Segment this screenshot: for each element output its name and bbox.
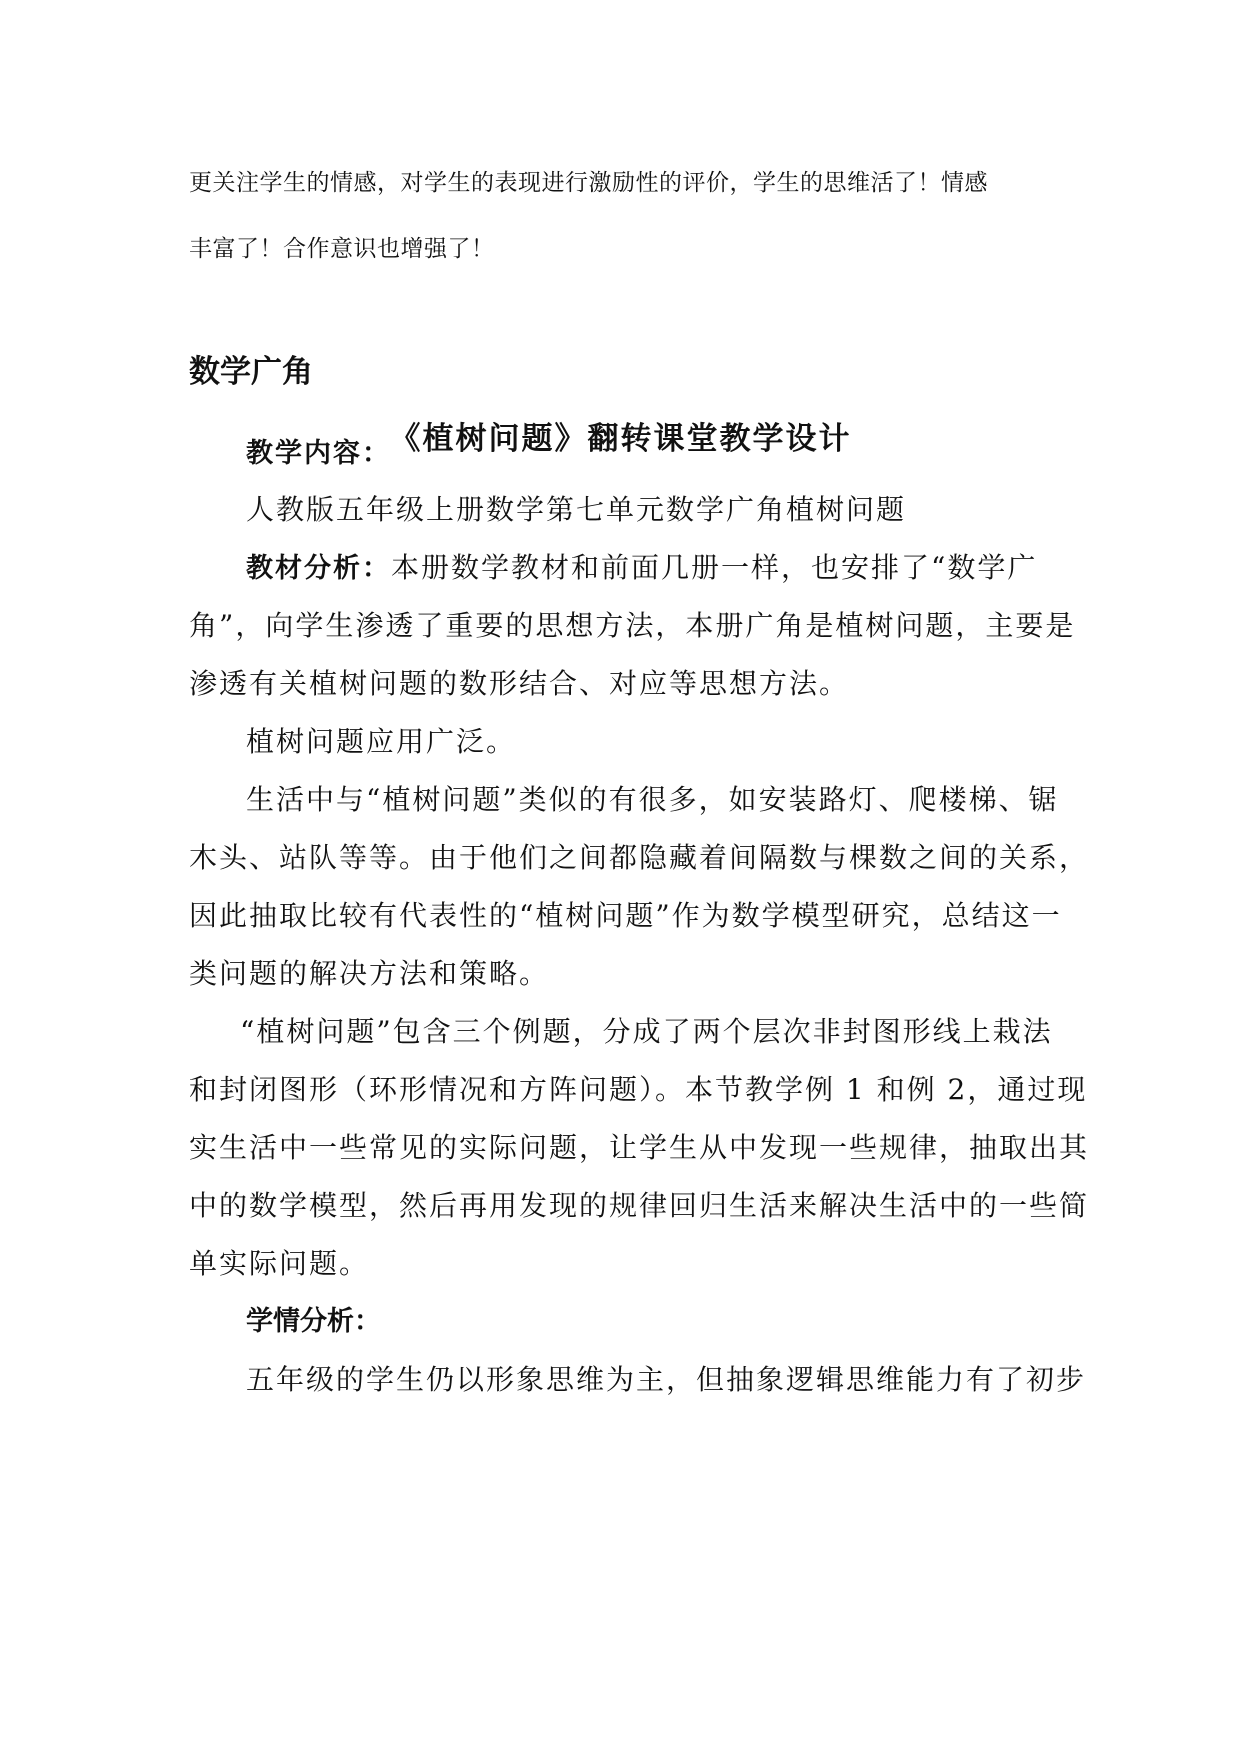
material-analysis-line-2: 角”，向学生渗透了重要的思想方法，本册广角是植树问题，主要是 (189, 609, 1076, 642)
learning-analysis-label: 学情分析： (246, 1306, 381, 1337)
material-analysis-label: 教材分析： (246, 553, 391, 584)
teaching-content-label: 教学内容： (246, 438, 391, 469)
paragraph-examples-line-2: 和封闭图形（环形情况和方阵问题）。本节教学例 1 和例 2，通过现 (189, 1073, 1088, 1106)
paragraph-life-line-3: 因此抽取比较有代表性的“植树问题”作为数学模型研究，总结这一 (189, 899, 1062, 932)
document-title: 《植树问题》翻转课堂教学设计 (389, 421, 852, 457)
paragraph-life-line-2: 木头、站队等等。由于他们之间都隐藏着间隔数与棵数之间的关系， (189, 841, 1090, 874)
paragraph-examples-line-4: 中的数学模型，然后再用发现的规律回归生活来解决生活中的一些简 (189, 1189, 1090, 1222)
paragraph-life-line-1: 生活中与“植树问题”类似的有很多，如安装路灯、爬楼梯、锯 (246, 783, 1059, 816)
paragraph-application: 植树问题应用广泛。 (246, 725, 517, 758)
intro-line-1: 更关注学生的情感，对学生的表现进行激励性的评价，学生的思维活了！情感 (189, 170, 988, 196)
intro-line-2: 丰富了！合作意识也增强了！ (189, 236, 495, 262)
learning-analysis-line-1: 五年级的学生仍以形象思维为主，但抽象逻辑思维能力有了初步 (246, 1363, 1087, 1396)
paragraph-examples-line-1: “植树问题”包含三个例题，分成了两个层次非封图形线上栽法 (240, 1015, 1053, 1048)
material-analysis-text-1: 本册数学教材和前面几册一样，也安排了“数学广 (391, 551, 1038, 584)
material-analysis-line-1 (246, 551, 1038, 584)
teaching-content-text: 人教版五年级上册数学第七单元数学广角植树问题 (246, 493, 907, 526)
paragraph-examples-line-5: 单实际问题。 (189, 1247, 370, 1280)
section-heading: 数学广角 (189, 354, 313, 390)
material-analysis-line-3: 渗透有关植树问题的数形结合、对应等思想方法。 (189, 667, 850, 700)
paragraph-examples-line-3: 实生活中一些常见的实际问题，让学生从中发现一些规律，抽取出其 (189, 1131, 1090, 1164)
paragraph-life-line-4: 类问题的解决方法和策略。 (189, 957, 550, 990)
